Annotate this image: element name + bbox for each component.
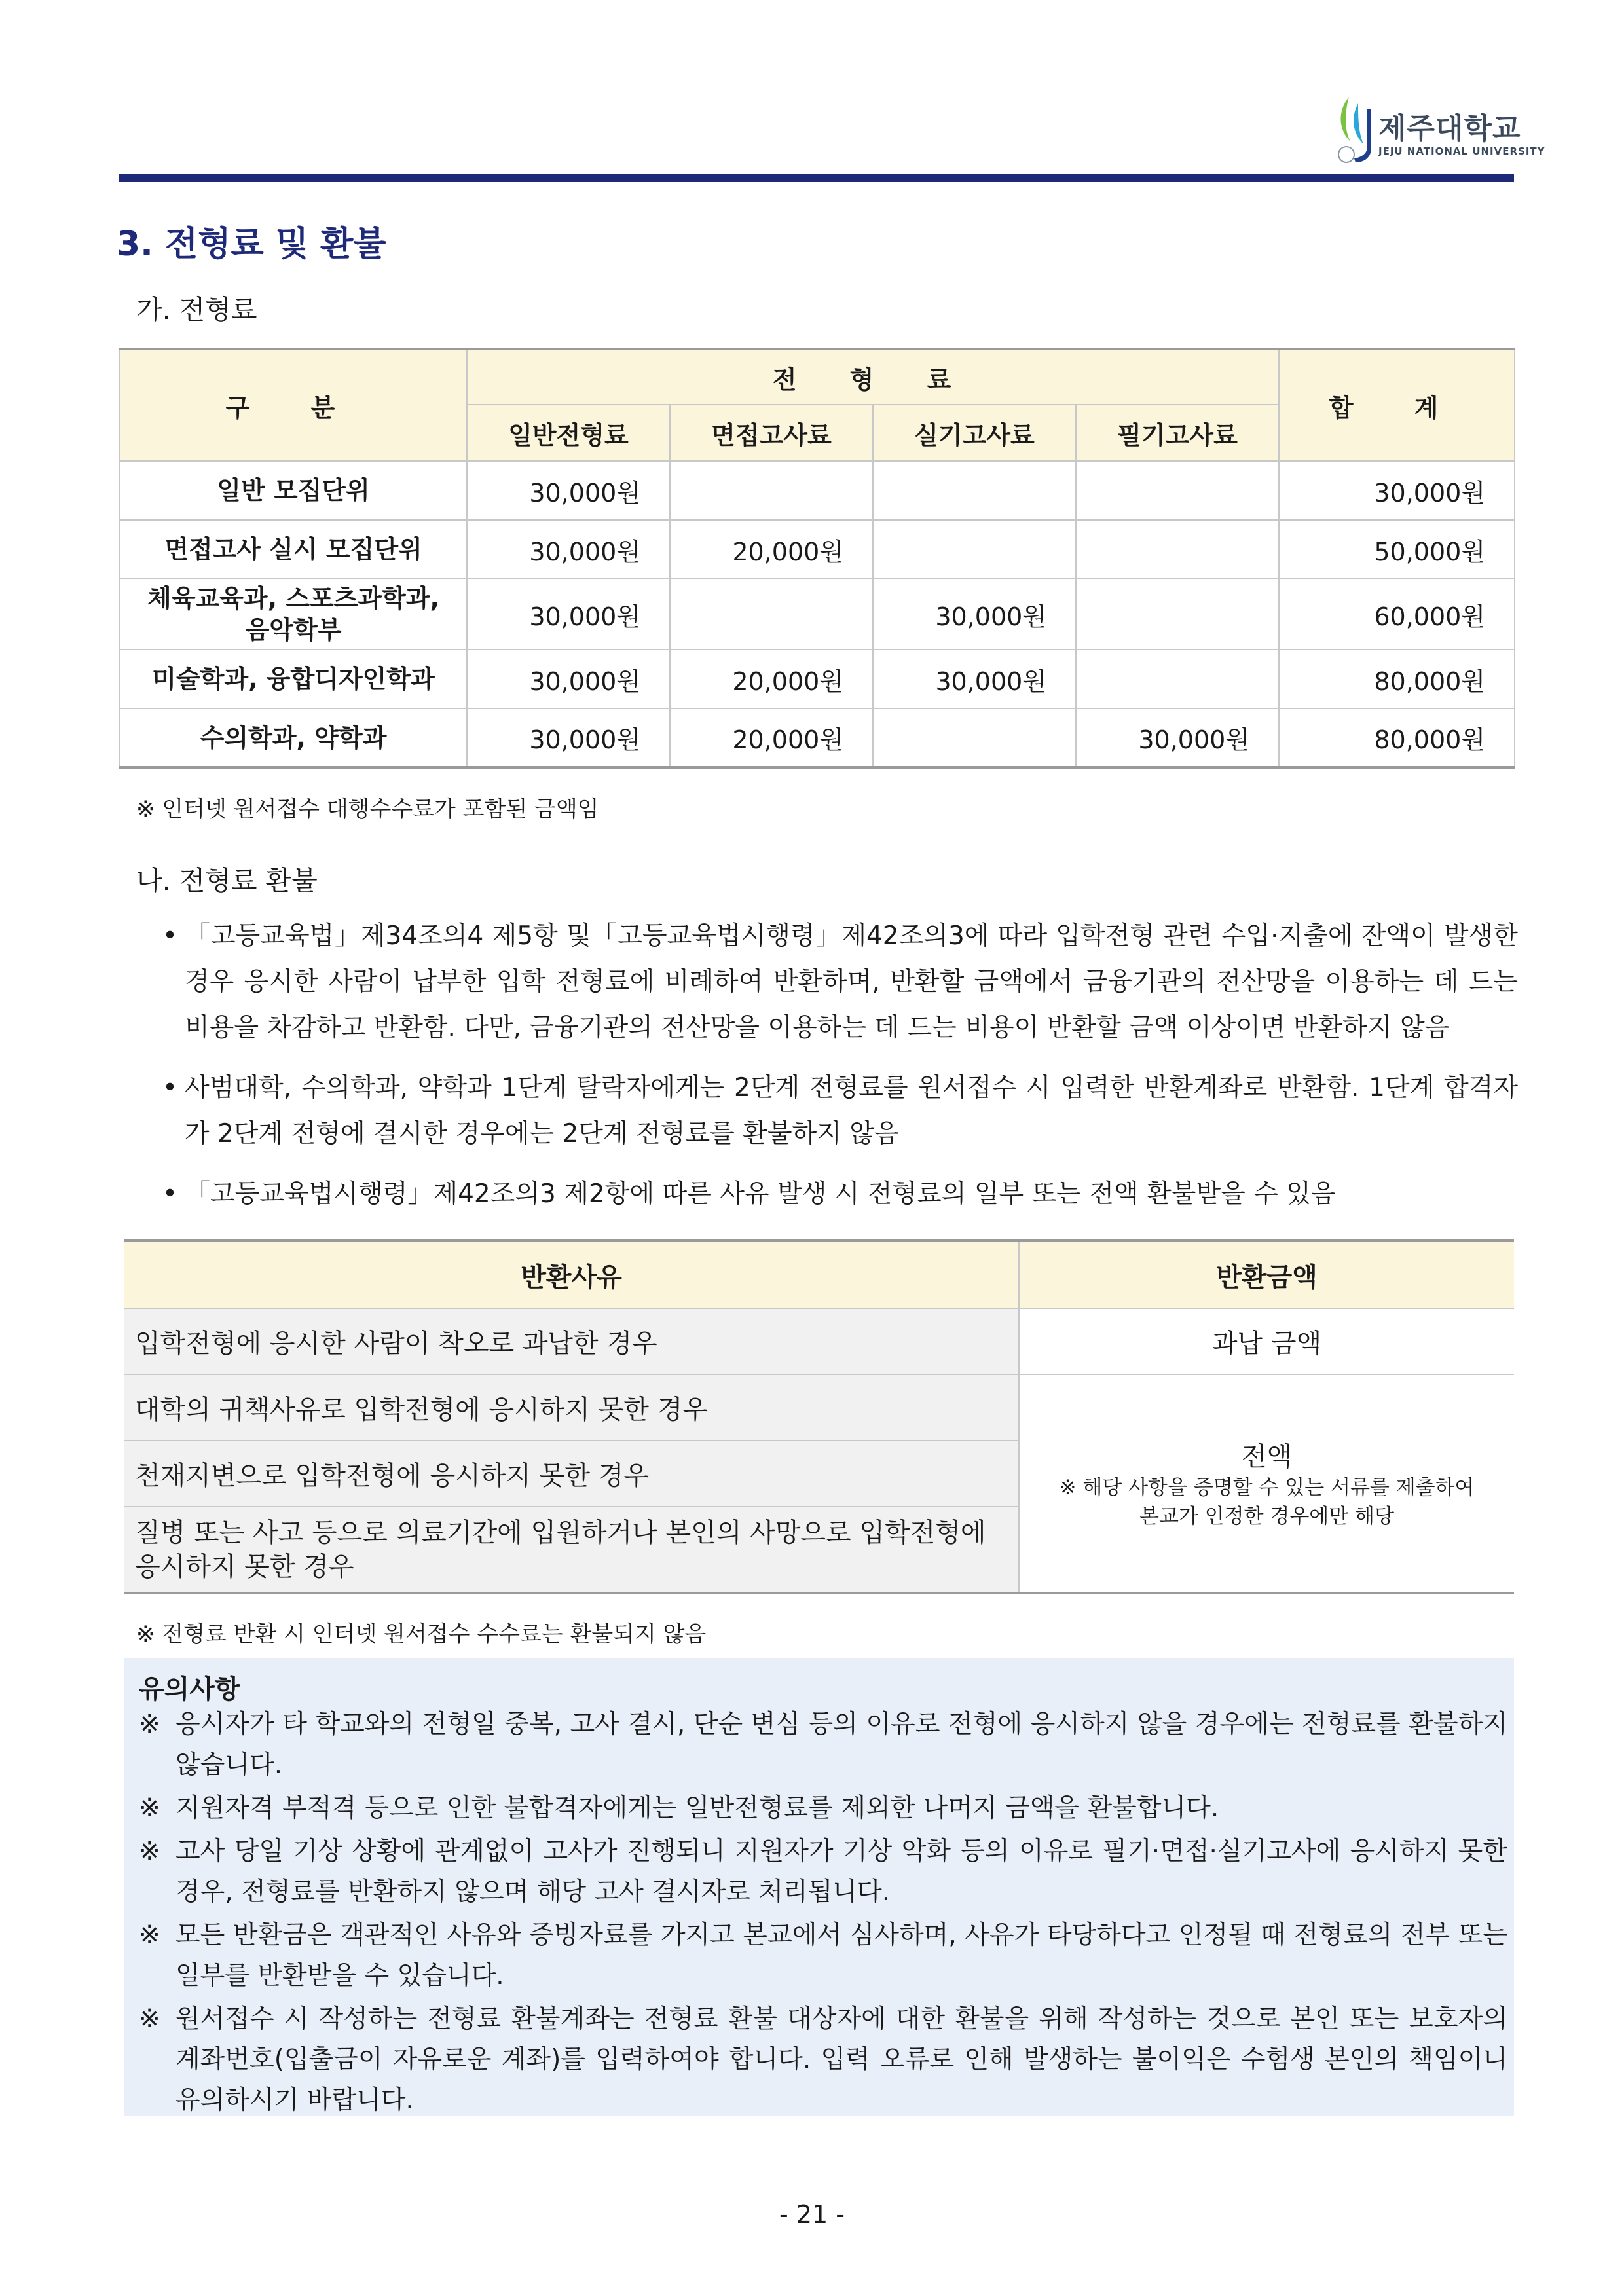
refund-bullet-list — [162, 913, 1518, 1232]
refund-col-amount: 반환금액 — [1019, 1241, 1514, 1308]
fee-subheader: 면접고사료 — [670, 405, 873, 461]
fee-subheader: 필기고사료 — [1076, 405, 1279, 461]
fee-total-cell: 60,000원 — [1279, 579, 1515, 650]
refund-amount-note: 본교가 인정한 경우에만 해당 — [1139, 1505, 1394, 1528]
refund-reason: 입학전형에 응시한 사람이 착오로 과납한 경우 — [124, 1308, 1019, 1374]
list-item: ※ 지원자격 부적격 등으로 인한 불합격자에게는 일반전형료를 제외한 나머지 금액을 환불합니다. — [139, 1793, 1219, 1823]
fee-cell — [670, 579, 873, 650]
list-item: • 「고등교육법시행령」제42조의3 제2항에 따른 사유 발생 시 전형료의 일부 또는 전액 환불받을 수 있음 — [162, 1171, 1518, 1217]
list-item: ※ 원서접수 시 작성하는 전형료 환불계좌는 전형료 환불 대상자에 대한 환불을 위해 작성하는 것으로 본인 또는 보호자의 계좌번호(입출금이 자유로운 계좌)를 입력하여야 합니다. 입력 오류로 인해 발생하는 불이익은 수험생 본인의 책임이니 유의하시기 바랍니다. — [139, 2004, 1507, 2115]
refund-reason: 천재지변으로 입학전형에 응시하지 못한 경우 — [124, 1441, 1019, 1507]
refund-amount: 과납 금액 — [1019, 1308, 1514, 1374]
header-rule — [119, 174, 1514, 182]
fee-cell — [1076, 461, 1279, 520]
refund-amount-full — [1019, 1374, 1514, 1593]
table-row — [120, 520, 1515, 579]
list-item: • 「고등교육법」제34조의4 제5항 및「고등교육법시행령」제42조의3에 따라 입학전형 관련 수입·지출에 잔액이 발생한 경우 응시한 사람이 납부한 입학 전형료에 비례하여 반환하며, 반환할 금액에서 금융기관의 전산망을 이용하는 데 드는 비용을 차감하고 반환함. 다만, 금융기관의 전산망을 이용하는 데 드는 비용이 반환할 금액 이상이면 반환하지 않음 — [162, 913, 1518, 1051]
fee-row-label: 일반 모집단위 — [120, 461, 467, 520]
fee-cell: 20,000원 — [670, 708, 873, 767]
fee-total-cell: 50,000원 — [1279, 520, 1515, 579]
fee-cell: 30,000원 — [467, 461, 670, 520]
fee-cell: 30,000원 — [873, 579, 1076, 650]
list-item: ※ 응시자가 타 학교와의 전형일 중복, 고사 결시, 단순 변심 등의 이유로 전형에 응시하지 않을 경우에는 전형료를 환불하지 않습니다. — [139, 1710, 1507, 1780]
fee-cell: 30,000원 — [873, 650, 1076, 708]
refund-amount: 전액 — [1241, 1442, 1293, 1472]
refund-table — [124, 1239, 1514, 1594]
list-item: ※ 고사 당일 기상 상황에 관계없이 고사가 진행되니 지원자가 기상 악화 등의 이유로 필기·면접·실기고사에 응시하지 못한 경우, 전형료를 반환하지 않으며 해당 고사 결시자로 처리됩니다. — [139, 1837, 1507, 1907]
fee-col-group: 전 형 료 — [467, 349, 1279, 405]
fee-total-cell: 80,000원 — [1279, 708, 1515, 767]
fee-subheader: 일반전형료 — [467, 405, 670, 461]
fee-row-label: 면접고사 실시 모집단위 — [120, 520, 467, 579]
fee-cell — [873, 520, 1076, 579]
fee-note: ※ 인터넷 원서접수 대행수수료가 포함된 금액임 — [136, 796, 599, 822]
fee-heading: 가. 전형료 — [136, 294, 257, 325]
fee-col-category: 구 분 — [120, 349, 467, 461]
logo-subtext: JEJU NATIONAL UNIVERSITY — [1378, 145, 1545, 157]
logo-text: 제주대학교 — [1378, 112, 1521, 145]
fee-row-label: 수의학과, 약학과 — [120, 708, 467, 767]
refund-col-reason: 반환사유 — [124, 1241, 1019, 1308]
refund-reason: 대학의 귀책사유로 입학전형에 응시하지 못한 경우 — [124, 1374, 1019, 1441]
fee-cell: 30,000원 — [467, 650, 670, 708]
fee-cell: 20,000원 — [670, 650, 873, 708]
fee-cell — [1076, 579, 1279, 650]
list-item: ※ 모든 반환금은 객관적인 사유와 증빙자료를 가지고 본교에서 심사하며, 사유가 타당하다고 인정될 때 전형료의 전부 또는 일부를 반환받을 수 있습니다. — [139, 1920, 1507, 1991]
section-title: 3. 전형료 및 환불 — [117, 225, 386, 264]
refund-heading: 나. 전형료 환불 — [136, 865, 318, 896]
fee-cell — [873, 708, 1076, 767]
fee-subheader: 실기고사료 — [873, 405, 1076, 461]
list-item: • 사범대학, 수의학과, 약학과 1단계 탈락자에게는 2단계 전형료를 원서접수 시 입력한 반환계좌로 반환함. 1단계 합격자가 2단계 전형에 결시한 경우에는 2단계 전형료를 환불하지 않음 — [162, 1065, 1518, 1157]
table-row — [120, 650, 1515, 708]
table-row — [120, 461, 1515, 520]
caution-list — [139, 1704, 1507, 2123]
fee-cell — [1076, 520, 1279, 579]
fee-table — [119, 348, 1515, 769]
page-number: - 21 - — [779, 2200, 845, 2229]
fee-cell: 30,000원 — [467, 520, 670, 579]
fee-total-cell: 80,000원 — [1279, 650, 1515, 708]
refund-amount-note: ※ 해당 사항을 증명할 수 있는 서류를 제출하여 — [1059, 1476, 1475, 1499]
caution-title: 유의사항 — [139, 1674, 240, 1704]
fee-row-label: 체육교육과, 스포츠과학과, 음악학부 — [120, 579, 467, 650]
fee-col-total: 합 계 — [1279, 349, 1515, 461]
fee-cell: 30,000원 — [467, 579, 670, 650]
table-row — [120, 579, 1515, 650]
fee-cell: 20,000원 — [670, 520, 873, 579]
fee-row-label: 미술학과, 융합디자인학과 — [120, 650, 467, 708]
refund-note: ※ 전형료 반환 시 인터넷 원서접수 수수료는 환불되지 않음 — [136, 1621, 707, 1647]
fee-cell — [873, 461, 1076, 520]
fee-cell — [670, 461, 873, 520]
refund-reason: 질병 또는 사고 등으로 의료기간에 입원하거나 본인의 사망으로 입학전형에 응시하지 못한 경우 — [124, 1507, 1019, 1593]
table-row — [124, 1308, 1514, 1374]
fee-cell: 30,000원 — [467, 708, 670, 767]
table-row — [124, 1374, 1514, 1441]
fee-cell: 30,000원 — [1076, 708, 1279, 767]
fee-cell — [1076, 650, 1279, 708]
fee-total-cell: 30,000원 — [1279, 461, 1515, 520]
table-row — [120, 708, 1515, 767]
